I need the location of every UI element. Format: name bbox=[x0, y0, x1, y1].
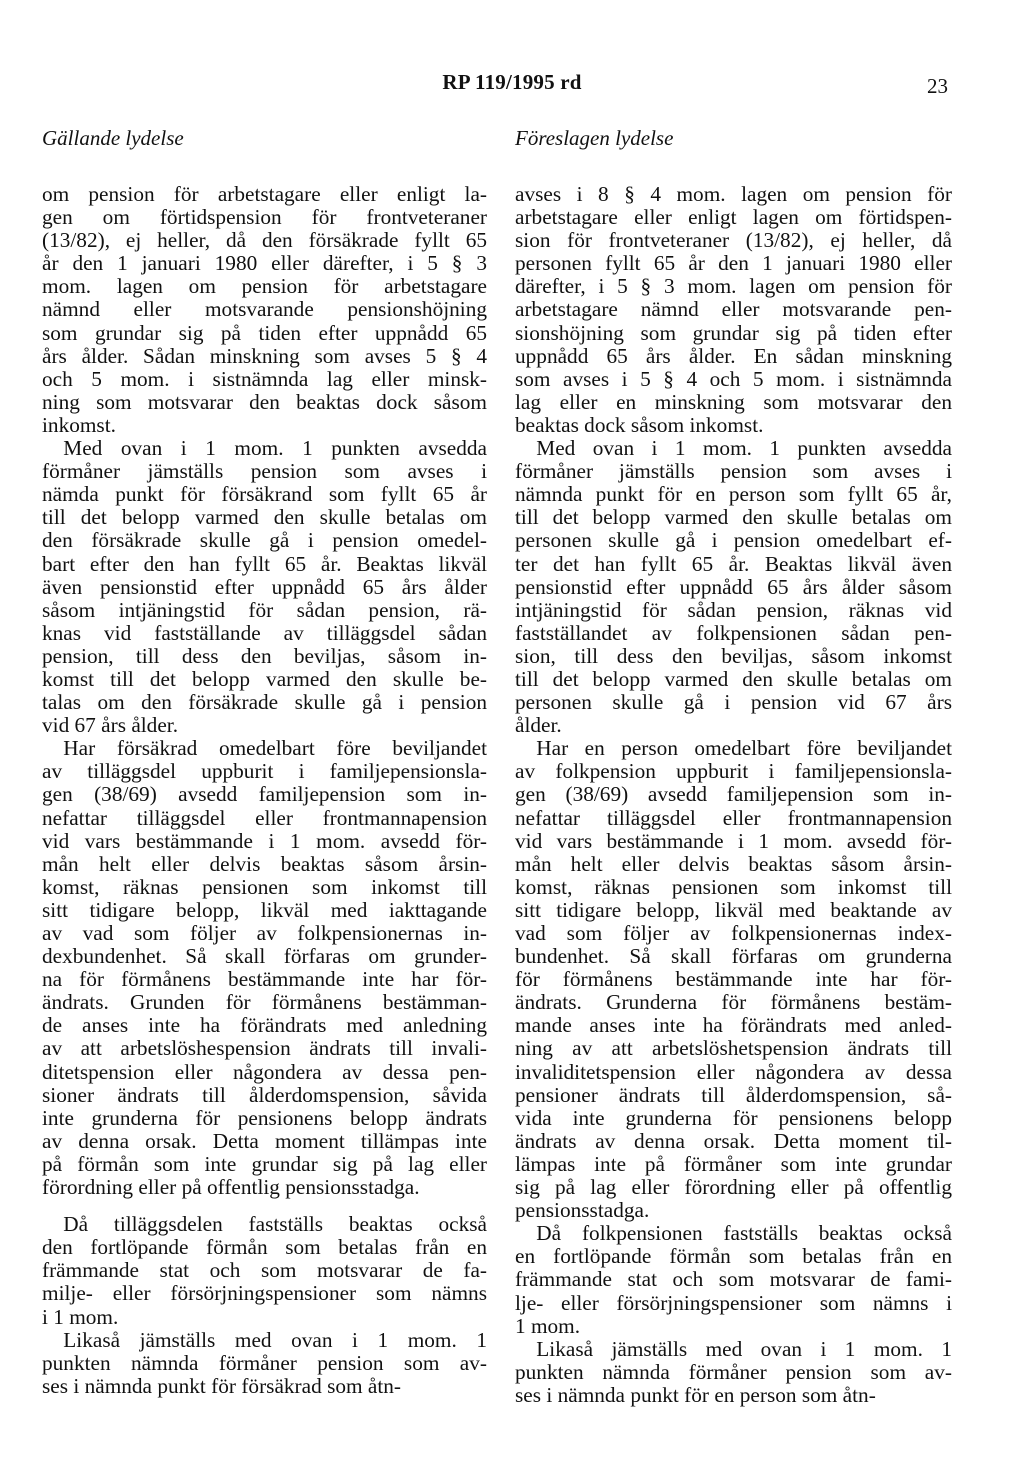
text-line: (13/82), ej heller, då den försäkrade fyllt 65 bbox=[42, 228, 487, 253]
text-line: som avses i 5 § 4 och 5 mom. i sistnämnda bbox=[515, 366, 952, 391]
text-line: sitt tidigare belopp, likväl med beaktande av bbox=[515, 897, 952, 922]
text-line: Likaså jämställs med ovan i 1 mom. 1 bbox=[42, 1327, 487, 1352]
text-line: milje- eller försörjningspensioner som nämns bbox=[42, 1281, 487, 1306]
text-line: lje- eller försörjningspensioner som nämns i bbox=[515, 1290, 952, 1315]
text-line: komst till det belopp varmed den skulle be- bbox=[42, 666, 487, 691]
text-line: som grundar sig på tiden efter uppnådd 65 bbox=[42, 320, 487, 345]
text-line: pensioner ändrats till ålderdomspension, så- bbox=[515, 1082, 952, 1107]
text-line: nämda punkt för försäkrand som fyllt 65 år bbox=[42, 482, 487, 507]
text-line: vida inte grunderna för pensionens belopp bbox=[515, 1105, 952, 1130]
text-line: sion för frontveteraner (13/82), ej heller, då bbox=[515, 228, 952, 253]
text-line: pensionsstadga. bbox=[515, 1198, 650, 1223]
text-line: av att arbetslöshespension ändrats till invali- bbox=[42, 1036, 487, 1061]
text-line: Med ovan i 1 mom. 1 punkten avsedda bbox=[42, 436, 487, 461]
text-line: förmåner jämställs pension som avses i bbox=[42, 459, 487, 484]
text-line: gen (38/69) avsedd familjepension som in- bbox=[515, 782, 952, 807]
text-line: vid 67 års ålder. bbox=[42, 713, 179, 738]
text-line: ändrats. Grunden för förmånens bestämman- bbox=[42, 990, 487, 1015]
text-line: därefter, i 5 § 3 mom. lagen om pension för bbox=[515, 274, 952, 299]
text-line: den försäkrade skulle gå i pension omedel- bbox=[42, 528, 487, 553]
text-line: gen (38/69) avsedd familjepension som in- bbox=[42, 782, 487, 807]
text-line: 1 mom. bbox=[515, 1313, 581, 1338]
text-line: mån helt eller delvis beaktas såsom årsin- bbox=[42, 851, 487, 876]
text-line: uppnådd 65 års ålder. En sådan minskning bbox=[515, 343, 952, 368]
text-line: knas vid fastställande av tilläggsdel sådan bbox=[42, 620, 487, 645]
text-line: beaktas dock såsom inkomst. bbox=[515, 412, 764, 437]
text-line: ändrats av denna orsak. Detta moment til- bbox=[515, 1128, 952, 1153]
text-line: Då tilläggsdelen fastställs beaktas också bbox=[42, 1212, 487, 1237]
text-line: sitt tidigare belopp, likväl med iakttagande bbox=[42, 897, 487, 922]
text-line: nämnd eller motsvarande pensionshöjning bbox=[42, 297, 487, 322]
page-number: 23 bbox=[927, 74, 948, 98]
text-line: nefattar tilläggsdel eller frontmannapension bbox=[515, 805, 952, 830]
text-line: års ålder. Sådan minskning som avses 5 § 4 bbox=[42, 343, 487, 368]
text-line: Har försäkrad omedelbart före beviljandet bbox=[42, 736, 487, 761]
text-line: lag eller en minskning som motsvarar den bbox=[515, 389, 952, 414]
text-line: ses i nämnda punkt för en person som åtn- bbox=[515, 1382, 876, 1407]
text-line: och 5 mom. i sistnämnda lag eller minsk- bbox=[42, 366, 487, 391]
text-line: bart efter den han fyllt 65 år. Beaktas likväl bbox=[42, 551, 487, 576]
text-line: även pensionstid efter uppnådd 65 års ålder bbox=[42, 574, 487, 599]
text-line: de anses inte ha förändrats med anledning bbox=[42, 1013, 487, 1038]
text-line: sioner ändrats till ålderdomspension, såvida bbox=[42, 1082, 487, 1107]
text-line: ning av att arbetslöshetspension ändrats till bbox=[515, 1036, 952, 1061]
text-line: vid vars bestämmande i 1 mom. avsedd för- bbox=[515, 828, 952, 853]
text-line: ditetspension eller någondera av dessa pen- bbox=[42, 1059, 487, 1084]
text-line: na för förmånens bestämmande inte har för- bbox=[42, 967, 487, 992]
text-line: främmande stat och som motsvarar de fa- bbox=[42, 1258, 487, 1283]
text-line: vid vars bestämmande i 1 mom. avsedd för- bbox=[42, 828, 487, 853]
text-line: pension, till dess den beviljas, såsom in- bbox=[42, 643, 487, 668]
text-line: förmåner jämställs pension som avses i bbox=[515, 459, 952, 484]
text-line: av denna orsak. Detta moment tillämpas inte bbox=[42, 1128, 487, 1153]
left-column-heading: Gällande lydelse bbox=[42, 126, 184, 150]
text-line: ändrats. Grunderna för förmånens bestäm- bbox=[515, 990, 952, 1015]
text-line: om pension för arbetstagare eller enligt la- bbox=[42, 182, 487, 206]
text-line: arbetstagare nämnd eller motsvarande pen- bbox=[515, 297, 952, 322]
text-line: vad som följer av folkpensionernas index- bbox=[515, 921, 952, 945]
text-line: ses i nämnda punkt för försäkrad som åtn- bbox=[42, 1373, 402, 1398]
text-line: Likaså jämställs med ovan i 1 mom. 1 bbox=[515, 1336, 952, 1361]
text-line: nämnda punkt för en person som fyllt 65 år, bbox=[515, 482, 952, 507]
text-line: komst, räknas pensionen som inkomst till bbox=[42, 874, 487, 899]
text-line: den fortlöpande förmån som betalas från en bbox=[42, 1235, 487, 1260]
text-line: av tilläggsdel uppburit i familjepensionsla- bbox=[42, 759, 487, 784]
text-line: ning som motsvarar den beaktas dock såsom bbox=[42, 389, 487, 414]
text-line: pensionstid efter uppnådd 65 års ålder såsom bbox=[515, 574, 952, 599]
text-line: såsom intjäningstid för sådan pension, rä- bbox=[42, 597, 487, 622]
text-line: sion, till dess den beviljas, såsom inkomst bbox=[515, 643, 952, 668]
text-line: en fortlöpande förmån som betalas från en bbox=[515, 1244, 952, 1269]
text-line: på förmån som inte grundar sig på lag eller bbox=[42, 1151, 487, 1176]
text-line: talas om den försäkrade skulle gå i pension bbox=[42, 690, 487, 715]
text-line: till det belopp varmed den skulle betalas om bbox=[515, 505, 952, 530]
text-line: främmande stat och som motsvarar de fami- bbox=[515, 1267, 952, 1292]
right-column-text bbox=[515, 183, 952, 1407]
text-line: år den 1 januari 1980 eller därefter, i 5 § 3 bbox=[42, 251, 487, 276]
text-line: Då folkpensionen fastställs beaktas också bbox=[515, 1221, 952, 1246]
text-line: bundenhet. Så skall förfaras om grunderna bbox=[515, 944, 952, 969]
text-line: förordning eller på offentlig pensionsstadga. bbox=[42, 1175, 420, 1200]
text-line: komst, räknas pensionen som inkomst till bbox=[515, 874, 952, 899]
text-line: intjäningstid för sådan pension, räknas vid bbox=[515, 597, 952, 622]
text-line: ter det han fyllt 65 år. Beaktas likväl även bbox=[515, 551, 952, 576]
text-line: mom. lagen om pension för arbetstagare bbox=[42, 274, 487, 299]
text-line: till det belopp varmed den skulle betalas om bbox=[42, 505, 487, 530]
text-line: personen skulle gå i pension omedelbart ef- bbox=[515, 528, 952, 553]
text-line: mande anses inte ha förändrats med anled- bbox=[515, 1013, 952, 1038]
text-line: ålder. bbox=[515, 713, 562, 738]
text-line: till det belopp varmed den skulle betalas om bbox=[515, 666, 952, 691]
text-line: dexbundenhet. Så skall förfaras om grunder- bbox=[42, 944, 487, 969]
text-line: sig på lag eller förordning eller på offentlig bbox=[515, 1175, 952, 1200]
text-line: avses i 8 § 4 mom. lagen om pension för bbox=[515, 182, 952, 206]
text-line: Har en person omedelbart före beviljandet bbox=[515, 736, 952, 761]
page-header-title: RP 119/1995 rd bbox=[442, 70, 582, 94]
text-line: sionshöjning som grundar sig på tiden efter bbox=[515, 320, 952, 345]
text-line: gen om förtidspension för frontveteraner bbox=[42, 205, 487, 230]
text-line: punkten nämnda förmåner pension som av- bbox=[515, 1359, 952, 1384]
text-line: personen skulle gå i pension vid 67 års bbox=[515, 690, 952, 715]
text-line: arbetstagare eller enligt lagen om förtidspen- bbox=[515, 205, 952, 230]
right-column-heading: Föreslagen lydelse bbox=[515, 126, 674, 150]
text-line: lämpas inte på förmåner som inte grundar bbox=[515, 1151, 952, 1176]
text-line: för förmånens bestämmande inte har för- bbox=[515, 967, 952, 992]
text-line: Med ovan i 1 mom. 1 punkten avsedda bbox=[515, 436, 952, 461]
text-line: nefattar tilläggsdel eller frontmannapension bbox=[42, 805, 487, 830]
text-line: inkomst. bbox=[42, 412, 116, 437]
text-line: personen fyllt 65 år den 1 januari 1980 eller bbox=[515, 251, 952, 276]
text-line: av vad som följer av folkpensionernas in- bbox=[42, 921, 487, 945]
text-line: fastställandet av folkpensionen sådan pen- bbox=[515, 620, 952, 645]
left-column-text bbox=[42, 183, 487, 1398]
text-line: mån helt eller delvis beaktas såsom årsin- bbox=[515, 851, 952, 876]
text-line: i 1 mom. bbox=[42, 1304, 119, 1329]
text-line: invaliditetspension eller någondera av dessa bbox=[515, 1059, 952, 1084]
text-line bbox=[42, 1199, 487, 1213]
text-line: inte grunderna för pensionens belopp ändrats bbox=[42, 1105, 487, 1130]
text-line: punkten nämnda förmåner pension som av- bbox=[42, 1350, 487, 1375]
text-line: av folkpension uppburit i familjepensionsla- bbox=[515, 759, 952, 784]
